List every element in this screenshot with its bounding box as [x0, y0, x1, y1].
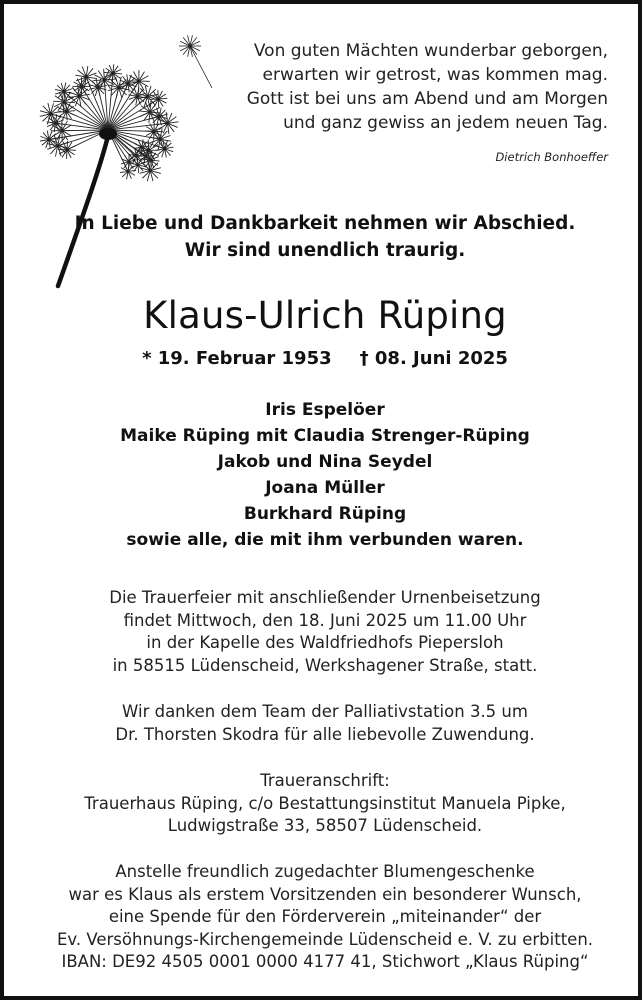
thanks-line: Wir danken dem Team der Palliativstation 3.5 um: [122, 702, 528, 721]
funeral-line: in 58515 Lüdenscheid, Werkshagener Straße, statt.: [112, 655, 538, 675]
address-line: Ludwigstraße 33, 58507 Lüdenscheid.: [167, 816, 483, 835]
donation-line: war es Klaus als erstem Vorsitzenden ein besonderer Wunsch,: [68, 884, 582, 904]
death-date: † 08. Juni 2025: [359, 348, 508, 369]
mourner: Joana Müller: [265, 478, 385, 498]
donation-request: [4, 861, 642, 974]
mourner: sowie alle, die mit ihm verbunden waren.: [126, 530, 524, 550]
donation-line: Ev. Versöhnungs-Kirchengemeinde Lüdenscheid e. V. zu erbitten.: [56, 929, 594, 949]
poem-line: und ganz gewiss an jedem neuen Tag.: [283, 113, 608, 133]
funeral-line: findet Mittwoch, den 18. Juni 2025 um 11.00 Uhr: [123, 610, 527, 630]
thanks-line: Dr. Thorsten Skodra für alle liebevolle Zuwendung.: [115, 724, 535, 744]
poem-line: Gott ist bei uns am Abend und am Morgen: [246, 89, 608, 109]
donation-line: eine Spende für den Förderverein „miteinander“ der: [108, 907, 542, 926]
mourners-list: [4, 397, 642, 553]
farewell-line: Wir sind unendlich traurig.: [184, 240, 466, 261]
poem: [188, 39, 608, 135]
funeral-line: in der Kapelle des Waldfriedhofs Piepersloh: [146, 633, 504, 652]
thanks-text: [4, 701, 642, 746]
address-line: Traueranschrift:: [260, 771, 390, 790]
donation-line: IBAN: DE92 4505 0001 0000 4177 41, Stichwort „Klaus Rüping“: [61, 952, 589, 971]
deceased-name: Klaus-Ulrich Rüping: [143, 294, 507, 337]
mourner: Jakob und Nina Seydel: [217, 452, 433, 472]
farewell-text: [4, 210, 642, 264]
mourning-address: [4, 770, 642, 838]
poem-line: Von guten Mächten wunderbar geborgen,: [253, 41, 608, 61]
donation-line: Anstelle freundlich zugedachter Blumengeschenke: [115, 862, 535, 881]
mourner: Burkhard Rüping: [243, 504, 407, 524]
funeral-details: [4, 587, 642, 677]
farewell-line: In Liebe und Dankbarkeit nehmen wir Abschied.: [74, 213, 576, 234]
birth-date: * 19. Februar 1953: [142, 348, 332, 369]
poem-author: Dietrich Bonhoeffer: [495, 150, 608, 164]
poem-line: erwarten wir getrost, was kommen mag.: [262, 65, 608, 85]
mourner: Iris Espelöer: [265, 400, 385, 420]
address-line: Trauerhaus Rüping, c/o Bestattungsinstitut Manuela Pipke,: [84, 793, 566, 813]
mourner: Maike Rüping mit Claudia Strenger-Rüping: [120, 426, 530, 446]
funeral-line: Die Trauerfeier mit anschließender Urnenbeisetzung: [109, 588, 541, 607]
life-dates: [4, 347, 642, 371]
